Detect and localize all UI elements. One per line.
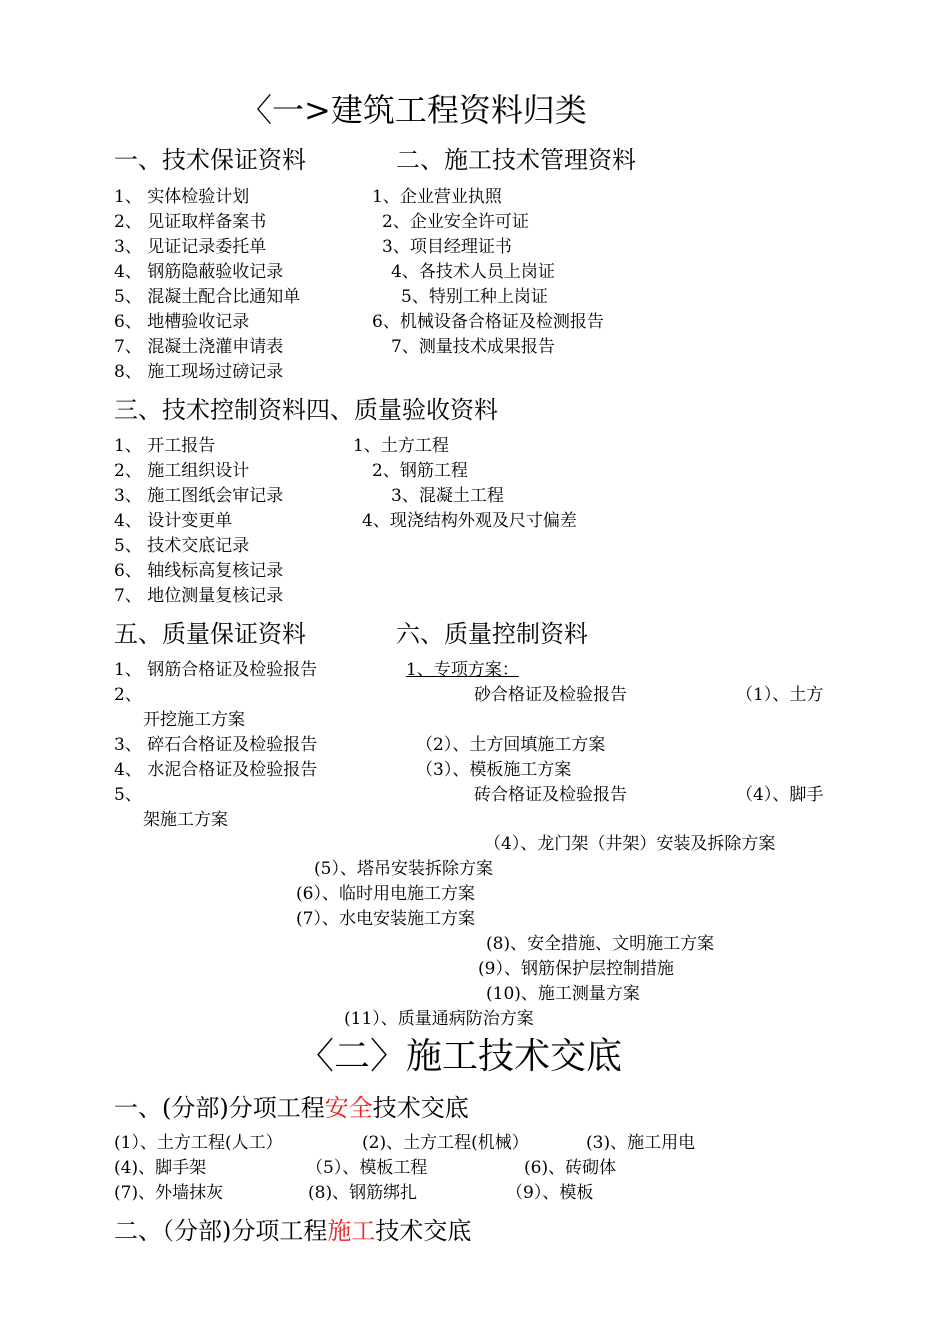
list-item: (6)、砖砌体	[524, 1158, 617, 1178]
list-item: (3)、施工用电	[586, 1133, 696, 1153]
section-heading-construction-disclosure	[114, 1219, 471, 1243]
list-item: (6）、临时用电施工方案	[296, 884, 475, 904]
list-item: 4、 水泥合格证及检验报告	[114, 760, 318, 780]
section-heading-construction-management: 二、施工技术管理资料	[396, 146, 636, 174]
list-item: (5）、塔吊安装拆除方案	[314, 859, 493, 879]
list-item: （3）、模板施工方案	[416, 760, 572, 780]
list-item: 6、 轴线标高复核记录	[114, 561, 284, 581]
list-item: 5、	[114, 785, 142, 805]
list-item: 4、 设计变更单	[114, 511, 233, 531]
list-item: 2、	[114, 685, 142, 705]
list-item: （1）、土方	[736, 685, 824, 705]
section-heading-quality-guarantee: 五、质量保证资料	[114, 620, 306, 648]
list-item: 5、特别工种上岗证	[401, 287, 548, 307]
list-item: 4、各技术人员上岗证	[391, 262, 555, 282]
list-item: 3、 碎石合格证及检验报告	[114, 735, 318, 755]
list-item: (4)、脚手架	[114, 1158, 207, 1178]
list-item: (10)、施工测量方案	[486, 984, 640, 1004]
heading-text: 一、(分部)分项工程	[114, 1094, 325, 1122]
list-item: （5）、模板工程	[306, 1158, 428, 1178]
list-item: （9）、模板	[506, 1183, 594, 1203]
list-item: 4、 钢筋隐蔽验收记录	[114, 262, 284, 282]
list-item: 2、钢筋工程	[372, 461, 468, 481]
document-title: 〈一>建筑工程资料归类	[240, 91, 587, 129]
list-item: (2)、土方工程(机械）	[362, 1133, 529, 1153]
list-item: 1、 钢筋合格证及检验报告	[114, 660, 318, 680]
list-item: (8)、安全措施、文明施工方案	[486, 934, 715, 954]
list-item: 7、 混凝土浇灌申请表	[114, 337, 284, 357]
heading-text: 技术交底	[372, 1094, 469, 1122]
list-item: 7、测量技术成果报告	[391, 337, 555, 357]
list-item: 8、 施工现场过磅记录	[114, 362, 284, 382]
list-item: 2、企业安全许可证	[382, 212, 529, 232]
highlight-text: 安全	[324, 1094, 373, 1122]
list-item: 1、 实体检验计划	[114, 187, 250, 207]
list-item: (9）、钢筋保护层控制措施	[478, 959, 674, 979]
list-item: (8)、钢筋绑扎	[308, 1183, 418, 1203]
list-item: 6、 地槽验收记录	[114, 312, 250, 332]
list-item: 2、 见证取样备案书	[114, 212, 267, 232]
list-item: 4、现浇结构外观及尺寸偏差	[362, 511, 577, 531]
list-item: 2、 施工组织设计	[114, 461, 250, 481]
list-item: 3、项目经理证书	[382, 237, 512, 257]
heading-text: 二、（分部)分项工程	[114, 1217, 328, 1245]
section-heading-technical-control-quality-acceptance: 三、技术控制资料四、质量验收资料	[114, 396, 498, 424]
list-item: 1、土方工程	[353, 436, 449, 456]
list-item: （4）、龙门架（井架）安装及拆除方案	[484, 834, 776, 854]
list-item: 3、混凝土工程	[391, 486, 504, 506]
list-item: 开挖施工方案	[143, 710, 245, 730]
list-item: 1、企业营业执照	[372, 187, 502, 207]
section-heading-quality-control: 六、质量控制资料	[396, 620, 588, 648]
special-plan-label: 1、专项方案：	[406, 660, 519, 680]
list-item: (11）、质量通病防治方案	[344, 1009, 534, 1029]
highlight-text: 施工	[327, 1217, 376, 1245]
list-item: 5、 技术交底记录	[114, 536, 250, 556]
list-item: （2）、土方回填施工方案	[416, 735, 606, 755]
list-item: (7)、外墙抹灰	[114, 1183, 224, 1203]
document-title-2: 〈二〉施工技术交底	[298, 1036, 623, 1077]
list-item: 3、 见证记录委托单	[114, 237, 267, 257]
list-item: (1）、土方工程(人工）	[114, 1133, 283, 1153]
list-item: 3、 施工图纸会审记录	[114, 486, 284, 506]
list-item: 7、 地位测量复核记录	[114, 586, 284, 606]
list-item: （4）、脚手	[736, 785, 824, 805]
list-item: 砖合格证及检验报告	[474, 785, 627, 805]
list-item: 5、 混凝土配合比通知单	[114, 287, 301, 307]
list-item: 架施工方案	[143, 810, 228, 830]
list-item: 6、机械设备合格证及检测报告	[372, 312, 604, 332]
list-item: 1、 开工报告	[114, 436, 216, 456]
section-heading-safety-disclosure	[114, 1096, 469, 1120]
section-heading-technical-guarantee: 一、技术保证资料	[114, 146, 306, 174]
heading-text: 技术交底	[375, 1217, 472, 1245]
list-item: (7）、水电安装施工方案	[296, 909, 475, 929]
list-item: 砂合格证及检验报告	[474, 685, 627, 705]
